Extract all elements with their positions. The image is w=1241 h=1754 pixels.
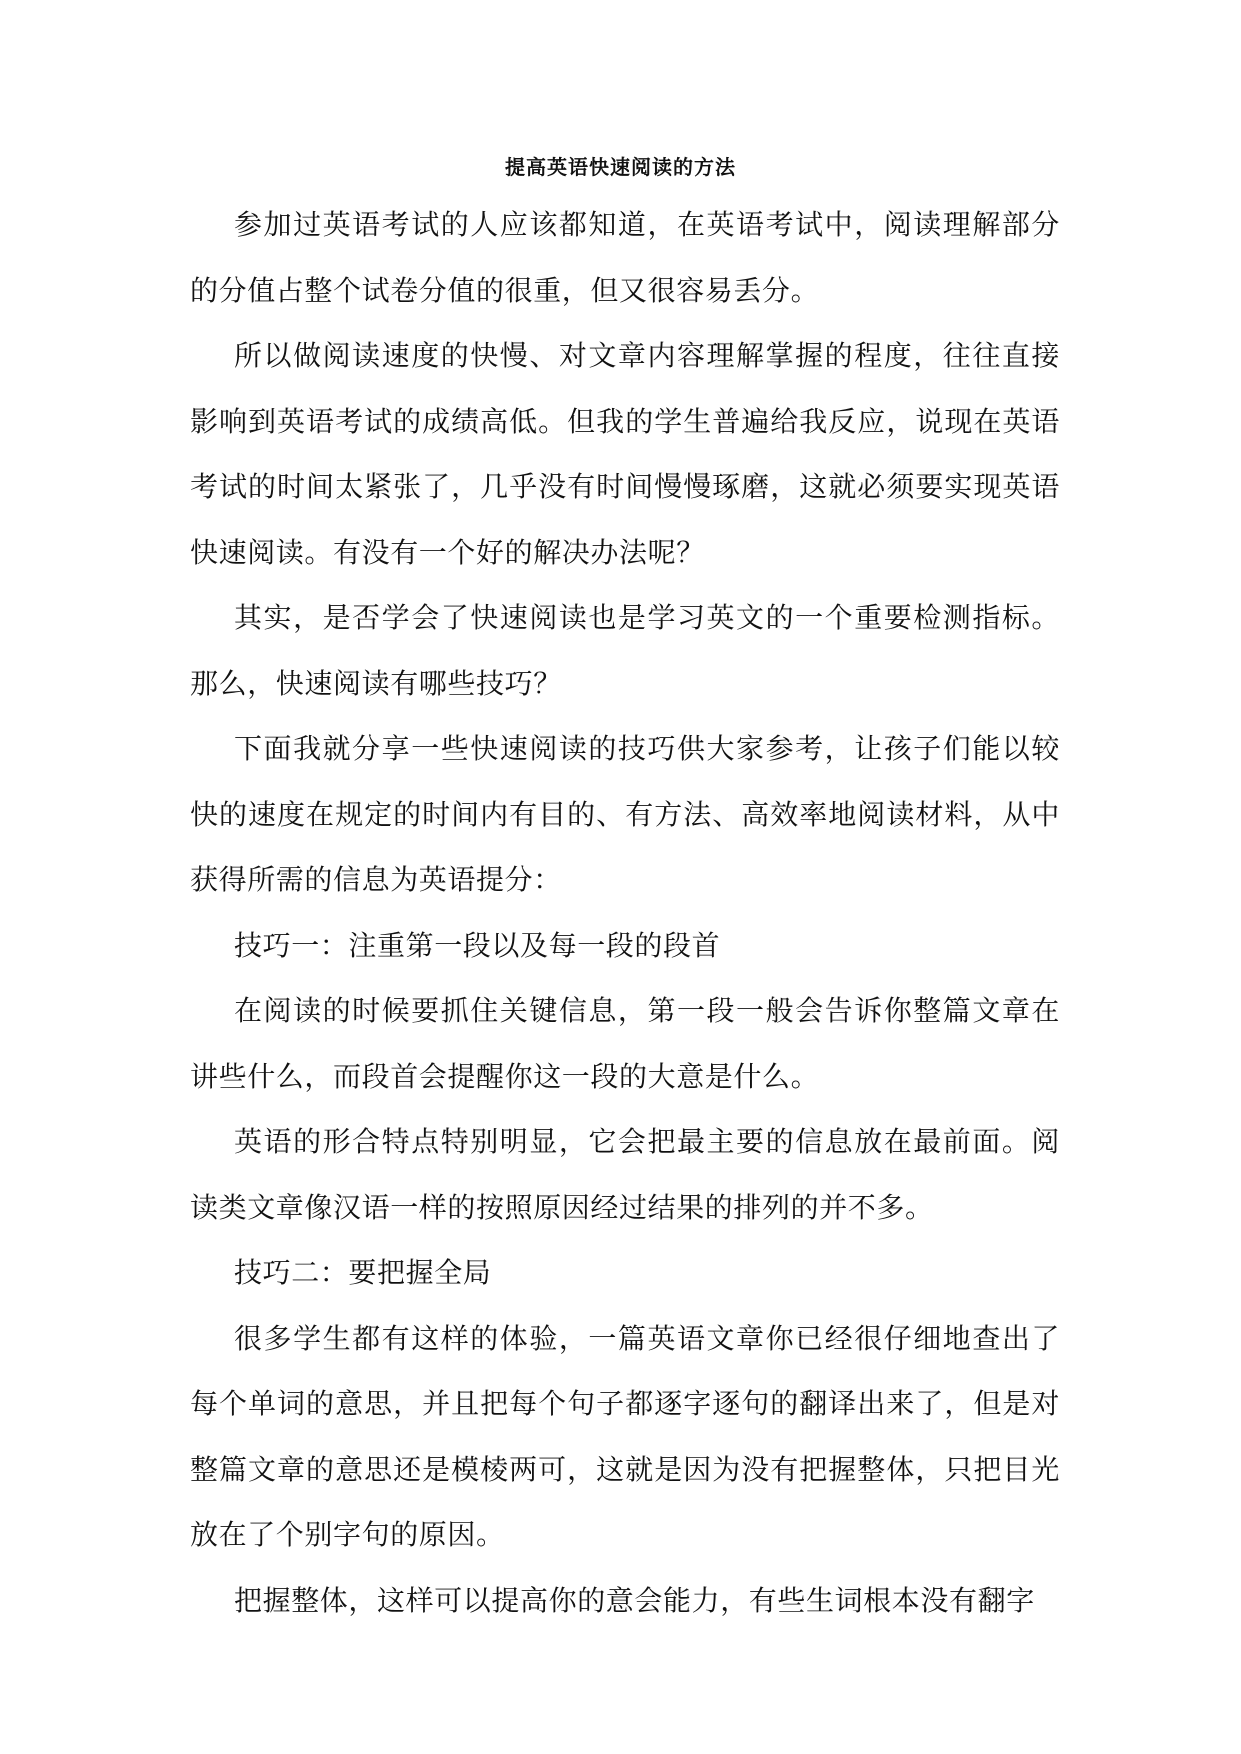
paragraph-3: 其实，是否学会了快速阅读也是学习英文的一个重要检测指标。那么，快速阅读有哪些技巧？	[190, 601, 1060, 700]
document-title: 提高英语快速阅读的方法	[505, 155, 736, 179]
paragraph-2: 所以做阅读速度的快慢、对文章内容理解掌握的程度，往往直接影响到英语考试的成绩高低。但我的学生普遍给我反应，说现在英语考试的时间太紧张了，几乎没有时间慢慢琢磨，这就必须要实现英语快速阅读。有没有一个好的解决办法呢？	[190, 339, 1060, 569]
document-body	[190, 192, 1060, 1633]
paragraph-8: 把握整体，这样可以提高你的意会能力，有些生词根本没有翻字	[234, 1583, 1035, 1617]
paragraph-1: 参加过英语考试的人应该都知道，在英语考试中，阅读理解部分的分值占整个试卷分值的很重，但又很容易丢分。	[190, 208, 1060, 307]
paragraph-6: 英语的形合特点特别明显，它会把最主要的信息放在最前面。阅读类文章像汉语一样的按照原因经过结果的排列的并不多。	[190, 1125, 1060, 1224]
paragraph-5: 在阅读的时候要抓住关键信息，第一段一般会告诉你整篇文章在讲些什么，而段首会提醒你这一段的大意是什么。	[190, 994, 1060, 1093]
paragraph-7: 很多学生都有这样的体验，一篇英语文章你已经很仔细地查出了每个单词的意思，并且把每个句子都逐字逐句的翻译出来了，但是对整篇文章的意思还是模棱两可，这就是因为没有把握整体，只把目光放在了个别字句的原因。	[190, 1321, 1060, 1551]
paragraph-4: 下面我就分享一些快速阅读的技巧供大家参考，让孩子们能以较快的速度在规定的时间内有目的、有方法、高效率地阅读材料，从中获得所需的信息为英语提分：	[190, 732, 1060, 896]
tip-one-heading: 技巧一：注重第一段以及每一段的段首	[234, 928, 721, 962]
tip-two-heading: 技巧二：要把握全局	[234, 1256, 492, 1289]
